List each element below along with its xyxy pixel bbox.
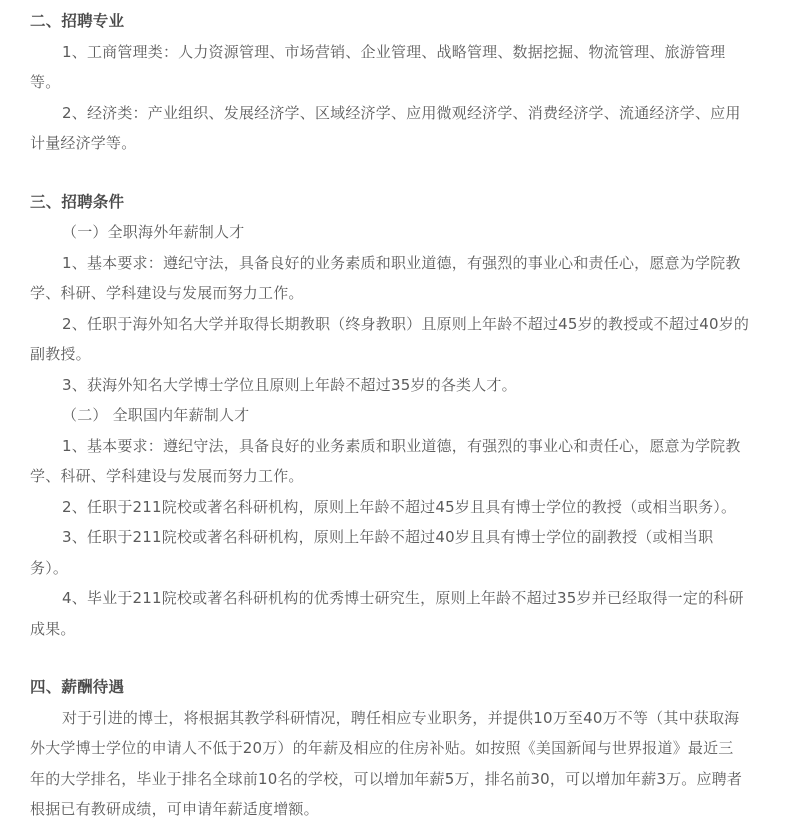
paragraph-line: 等。 [30,73,61,91]
paragraph-line: 务）。 [30,559,69,577]
paragraph-line: 年的大学排名，毕业于排名全球前10名的学校，可以增加年薪5万，排名前30，可以增加年薪3万。应聘者 [30,770,743,788]
paragraph-line: 学、科研、学科建设与发展而努力工作。 [30,467,304,485]
paragraph-line: 4、毕业于211院校或著名科研机构的优秀博士研究生，原则上年龄不超过35岁并已经取得一定的科研 [62,589,744,607]
paragraph-line: 根据已有教研成绩，可申请年薪适度增额。 [30,800,319,818]
paragraph-line: 计量经济学等。 [30,134,137,152]
section-heading-salary: 四、薪酬待遇 [30,678,125,696]
paragraph-line: 2、任职于211院校或著名科研机构，原则上年龄不超过45岁且具有博士学位的教授（或相当职务）。 [62,498,737,516]
paragraph-line: 成果。 [30,620,76,638]
paragraph-line: 1、基本要求：遵纪守法，具备良好的业务素质和职业道德，有强烈的事业心和责任心，愿意为学院教 [62,254,741,272]
paragraph-line: 外大学博士学位的申请人不低于20万）的年薪及相应的住房补贴。如按照《美国新闻与世界报道》最近三 [30,739,734,757]
subsection-heading: （二） 全职国内年薪制人才 [62,406,250,424]
section-heading-requirements: 三、招聘条件 [30,193,125,211]
paragraph-line: 3、任职于211院校或著名科研机构，原则上年龄不超过40岁且具有博士学位的副教授（或相当职 [62,528,714,546]
paragraph-line: 1、工商管理类：人力资源管理、市场营销、企业管理、战略管理、数据挖掘、物流管理、旅游管理 [62,43,726,61]
paragraph-line: 学、科研、学科建设与发展而努力工作。 [30,284,304,302]
paragraph-line: 副教授。 [30,345,91,363]
paragraph-line: 2、经济类：产业组织、发展经济学、区域经济学、应用微观经济学、消费经济学、流通经济学、应用 [62,104,741,122]
section-heading-majors: 二、招聘专业 [30,12,125,30]
paragraph-line: 1、基本要求：遵纪守法，具备良好的业务素质和职业道德，有强烈的事业心和责任心，愿意为学院教 [62,437,741,455]
paragraph-line: 对于引进的博士，将根据其教学科研情况，聘任相应专业职务，并提供10万至40万不等（其中获取海 [62,709,740,727]
paragraph-line: 3、获海外知名大学博士学位且原则上年龄不超过35岁的各类人才。 [62,376,517,394]
subsection-heading: （一）全职海外年薪制人才 [62,223,245,241]
paragraph-line: 2、任职于海外知名大学并取得长期教职（终身教职）且原则上年龄不超过45岁的教授或不超过40岁的 [62,315,750,333]
